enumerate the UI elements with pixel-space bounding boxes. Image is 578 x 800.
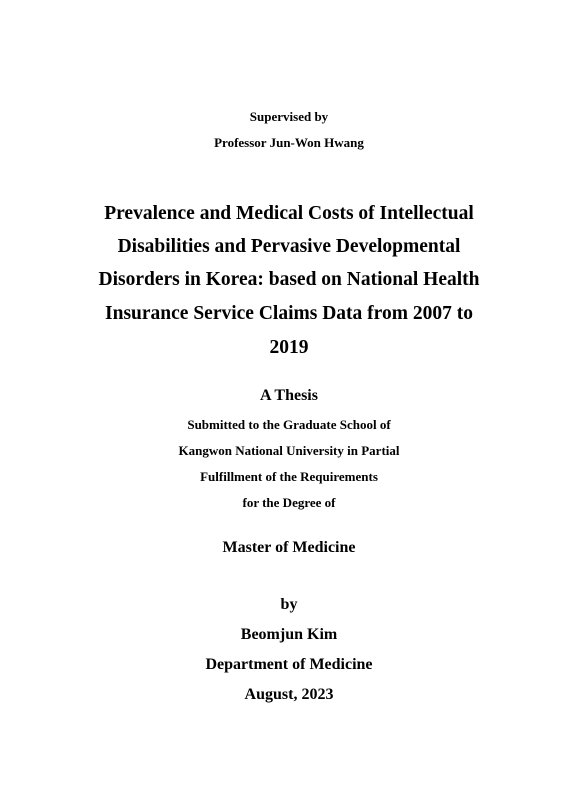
- thesis-title-line-4: Insurance Service Claims Data from 2007 to: [105, 303, 473, 324]
- department-name: Department of Medicine: [205, 656, 373, 673]
- by-label: by: [280, 596, 298, 613]
- submission-line-4: for the Degree of: [242, 495, 336, 510]
- thesis-title-line-5: 2019: [269, 337, 309, 358]
- submission-date: August, 2023: [244, 686, 334, 703]
- submission-line-2: Kangwon National University in Partial: [178, 443, 400, 458]
- supervised-by-label: Supervised by: [249, 109, 329, 124]
- thesis-title-line-3: Disorders in Korea: based on National Health: [98, 269, 480, 290]
- supervisor-name: Professor Jun-Won Hwang: [214, 135, 364, 150]
- submission-line-1: Submitted to the Graduate School of: [187, 417, 391, 432]
- thesis-title-line-1: Prevalence and Medical Costs of Intellectual: [104, 203, 474, 224]
- thesis-title-line-2: Disabilities and Pervasive Developmental: [117, 236, 461, 257]
- submission-line-3: Fulfillment of the Requirements: [200, 469, 378, 484]
- author-name: Beomjun Kim: [240, 626, 338, 643]
- thesis-heading: A Thesis: [260, 387, 318, 404]
- degree-name: Master of Medicine: [222, 539, 356, 556]
